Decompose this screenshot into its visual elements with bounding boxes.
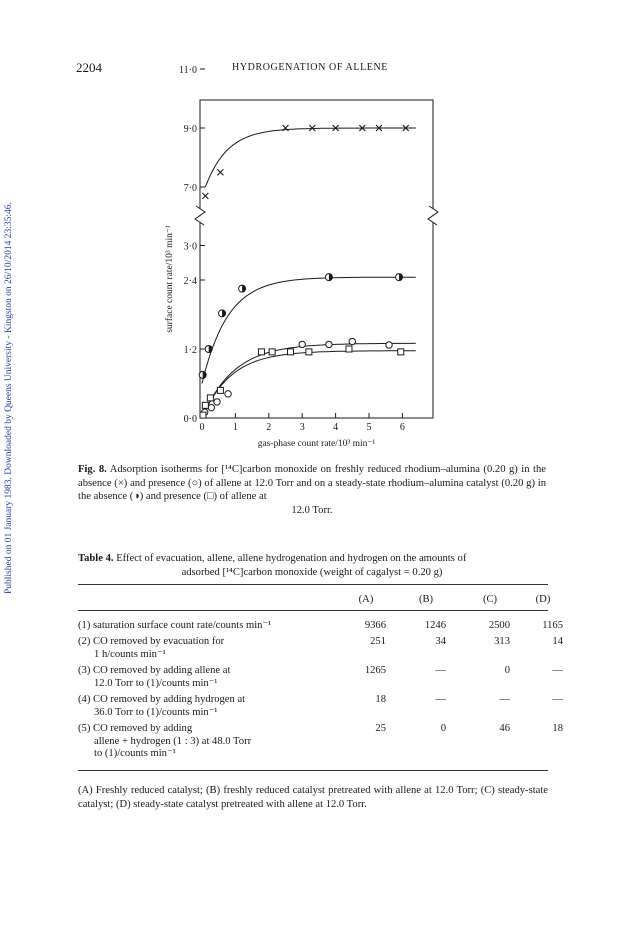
axis-break-right	[428, 206, 438, 225]
open-square-point	[269, 349, 275, 355]
open-square-point	[398, 349, 404, 355]
x-tick-label: 5	[366, 422, 372, 433]
y-tick-label: 2·4	[183, 276, 197, 287]
column-header: (C)	[482, 594, 498, 605]
running-head: HYDROGENATION OF ALLENE	[232, 62, 389, 73]
cross-point	[217, 169, 223, 175]
row-label	[78, 620, 338, 633]
open-square-point	[288, 349, 294, 355]
open-circle-point	[214, 399, 220, 405]
open-square-point	[306, 349, 312, 355]
cell-value: 18	[375, 694, 386, 705]
table-label: Table 4.	[78, 553, 114, 564]
page-number: 2204	[76, 60, 102, 75]
cell-value: 313	[494, 636, 510, 647]
cell-value: —	[552, 665, 563, 676]
table-caption-line1: Effect of evacuation, allene, allene hydrogenation and hydrogen on the amounts of	[116, 553, 467, 564]
y-tick-label: 7·0	[183, 183, 197, 194]
cross-point	[202, 193, 208, 199]
open-square-point	[202, 402, 208, 408]
row-label-line: 12.0 Torr to (1)/counts min⁻¹	[94, 677, 218, 689]
open-circle-point	[208, 404, 214, 410]
cell-value: 34	[435, 636, 446, 647]
y-axis-label: surface count rate/10³ min⁻¹	[165, 225, 175, 333]
cell-value: 25	[375, 723, 386, 734]
curve-cross	[205, 128, 415, 187]
cell-value: 46	[499, 723, 510, 734]
open-circle-point	[349, 338, 355, 344]
table-caption	[78, 552, 546, 579]
row-label-line: 1 h/counts min⁻¹	[94, 648, 166, 660]
y-tick-label: 1·2	[183, 345, 197, 356]
open-square-point	[200, 412, 206, 418]
open-circle-point	[299, 341, 305, 347]
row-label-line: to (1)/counts min⁻¹	[94, 748, 176, 759]
y-tick-label: 0·0	[183, 414, 197, 425]
row-label-line: (1) saturation surface count rate/counts min⁻¹	[78, 620, 272, 631]
row-label	[78, 665, 338, 690]
y-tick-label: 3·0	[183, 241, 197, 253]
cell-value: —	[435, 694, 446, 705]
row-label-line: (4) CO removed by adding hydrogen at	[78, 694, 246, 705]
cell-value: —	[552, 694, 563, 705]
cell-value: 14	[552, 636, 563, 647]
x-tick-label: 6	[399, 422, 405, 433]
row-label	[78, 723, 338, 761]
cell-value: 2500	[488, 620, 510, 631]
open-circle-point	[225, 391, 231, 397]
open-square-point	[346, 346, 352, 352]
table-top-rule	[78, 584, 548, 585]
table-bottom-rule	[78, 770, 548, 771]
x-axis-label: gas-phase count rate/10³ min⁻¹	[257, 439, 376, 449]
curve-open-square	[202, 351, 416, 418]
cell-value: 1265	[364, 665, 386, 676]
open-circle-point	[326, 341, 332, 347]
table-footnote: (A) Freshly reduced catalyst; (B) freshly reduced catalyst pretreated with allene at 12.0 Torr; (C) steady-state catalyst; (D) steady-state catalyst pretreated with allene at 12.0 Torr.	[78, 785, 548, 810]
row-label-line: 36.0 Torr to (1)/counts min⁻¹	[94, 706, 218, 718]
y-tick-label: 11·0	[179, 65, 197, 76]
row-label-line: (5) CO removed by adding	[78, 723, 193, 734]
table-caption-line2: adsorbed [¹⁴C]carbon monoxide (weight of cagalyst = 0.20 g)	[181, 566, 443, 578]
x-tick-label: 0	[199, 422, 205, 433]
cell-value: 18	[552, 723, 563, 734]
row-label-line: allene + hydrogen (1 : 3) at 48.0 Torr	[94, 735, 252, 747]
cell-value: 1165	[542, 620, 563, 631]
axis-break-left	[195, 206, 205, 225]
row-label-line: (2) CO removed by evacuation for	[78, 636, 225, 647]
column-header: (D)	[535, 594, 551, 605]
y-tick-label: 9·0	[183, 124, 197, 135]
row-label	[78, 636, 338, 661]
x-tick-label: 3	[299, 422, 305, 433]
row-label-line: (3) CO removed by adding allene at	[78, 665, 231, 676]
open-square-point	[217, 387, 223, 393]
cell-value: —	[499, 694, 510, 705]
figure-caption-last-line: 12.0 Torr.	[291, 504, 333, 516]
cell-value: —	[435, 665, 446, 676]
column-header: (B)	[418, 594, 434, 605]
open-circle-point	[386, 342, 392, 348]
cell-value: 9366	[364, 620, 386, 631]
figure-label: Fig. 8.	[78, 464, 107, 475]
cell-value: 251	[370, 636, 386, 647]
figure-caption-text: Adsorption isotherms for [¹⁴C]carbon monoxide on freshly reduced rhodium–alumina (0.20 g) in the absence (×) and presence (○) of allene at 12.0 Torr and on a steady-state rhodium–alumina catalyst (0.20 g) in the absence (◑) and presence (□) of allene at	[78, 464, 546, 502]
cell-value: 0	[440, 723, 446, 734]
row-label	[78, 694, 338, 719]
figure-caption	[78, 463, 546, 517]
open-square-point	[207, 395, 213, 401]
x-tick-label: 2	[266, 422, 272, 433]
open-square-point	[258, 349, 264, 355]
download-notice-text: Published on 01 January 1983. Downloaded by Queens University - Kingston on 26/10/2014 23:35:46.	[4, 202, 14, 594]
cell-value: 0	[504, 665, 510, 676]
x-tick-label: 1	[232, 422, 238, 433]
curve-half-filled	[202, 277, 416, 383]
table-header-rule	[78, 610, 548, 611]
x-tick-label: 4	[333, 422, 339, 433]
column-header: (A)	[358, 594, 374, 605]
cell-value: 1246	[424, 620, 446, 631]
